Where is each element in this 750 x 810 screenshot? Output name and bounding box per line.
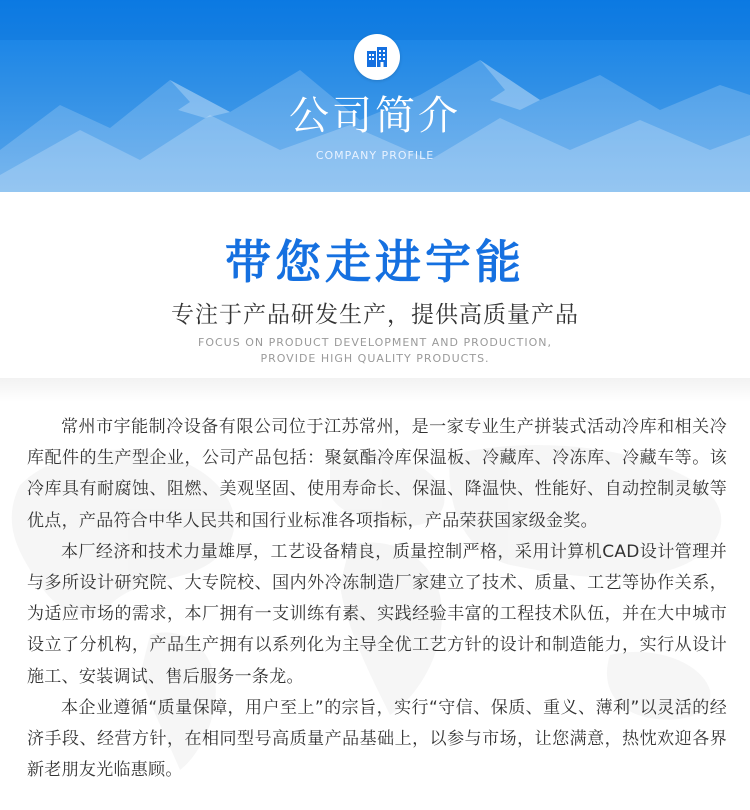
logo-badge [354, 34, 400, 80]
company-description [27, 412, 727, 786]
paragraph-2: 本厂经济和技术力量雄厚，工艺设备精良，质量控制严格，采用计算机CAD设计管理并与多所设计研究院、大专院校、国内外冷冻制造厂家建立了技术、质量、工艺等协作关系，为适应市场的需求，本厂拥有一支训练有素、实践经验丰富的工程技术队伍，并在大中城市设立了分机构，产品生产拥有以系列化为主导全优工艺方针的设计和制造能力，实行从设计施工、安装调试、售后服务一条龙。 [27, 541, 727, 687]
building-icon [365, 45, 389, 69]
intro-english-line-2: PROVIDE HIGH QUALITY PRODUCTS. [260, 352, 490, 365]
intro-slogan: 专注于产品研发生产，提供高质量产品 [171, 302, 579, 328]
banner-subtitle: COMPANY PROFILE [315, 149, 435, 162]
intro-heading: 带您走进宇能 [225, 235, 525, 289]
paragraph-3: 本企业遵循“质量保障，用户至上”的宗旨，实行“守信、保质、重义、薄利”以灵活的经济手段、经营方针，在相同型号高质量产品基础上，以参与市场，让您满意，热忱欢迎各界新老朋友光临惠顾。 [27, 697, 727, 781]
header-banner [0, 0, 750, 192]
intro-english-line-1: FOCUS ON PRODUCT DEVELOPMENT AND PRODUCTION, [198, 336, 552, 349]
banner-title: 公司简介 [289, 93, 461, 139]
paragraph-1: 常州市宇能制冷设备有限公司位于江苏常州，是一家专业生产拼装式活动冷库和相关冷库配件的生产型企业，公司产品包括：聚氨酯冷库保温板、冷藏库、冷冻库、冷藏车等。该冷库具有耐腐蚀、阻燃、美观坚固、使用寿命长、保温、降温快、性能好、自动控制灵敏等优点，产品符合中华人民共和国行业标准各项指标，产品荣获国家级金奖。 [27, 417, 727, 531]
section-divider-shadow [0, 378, 750, 402]
